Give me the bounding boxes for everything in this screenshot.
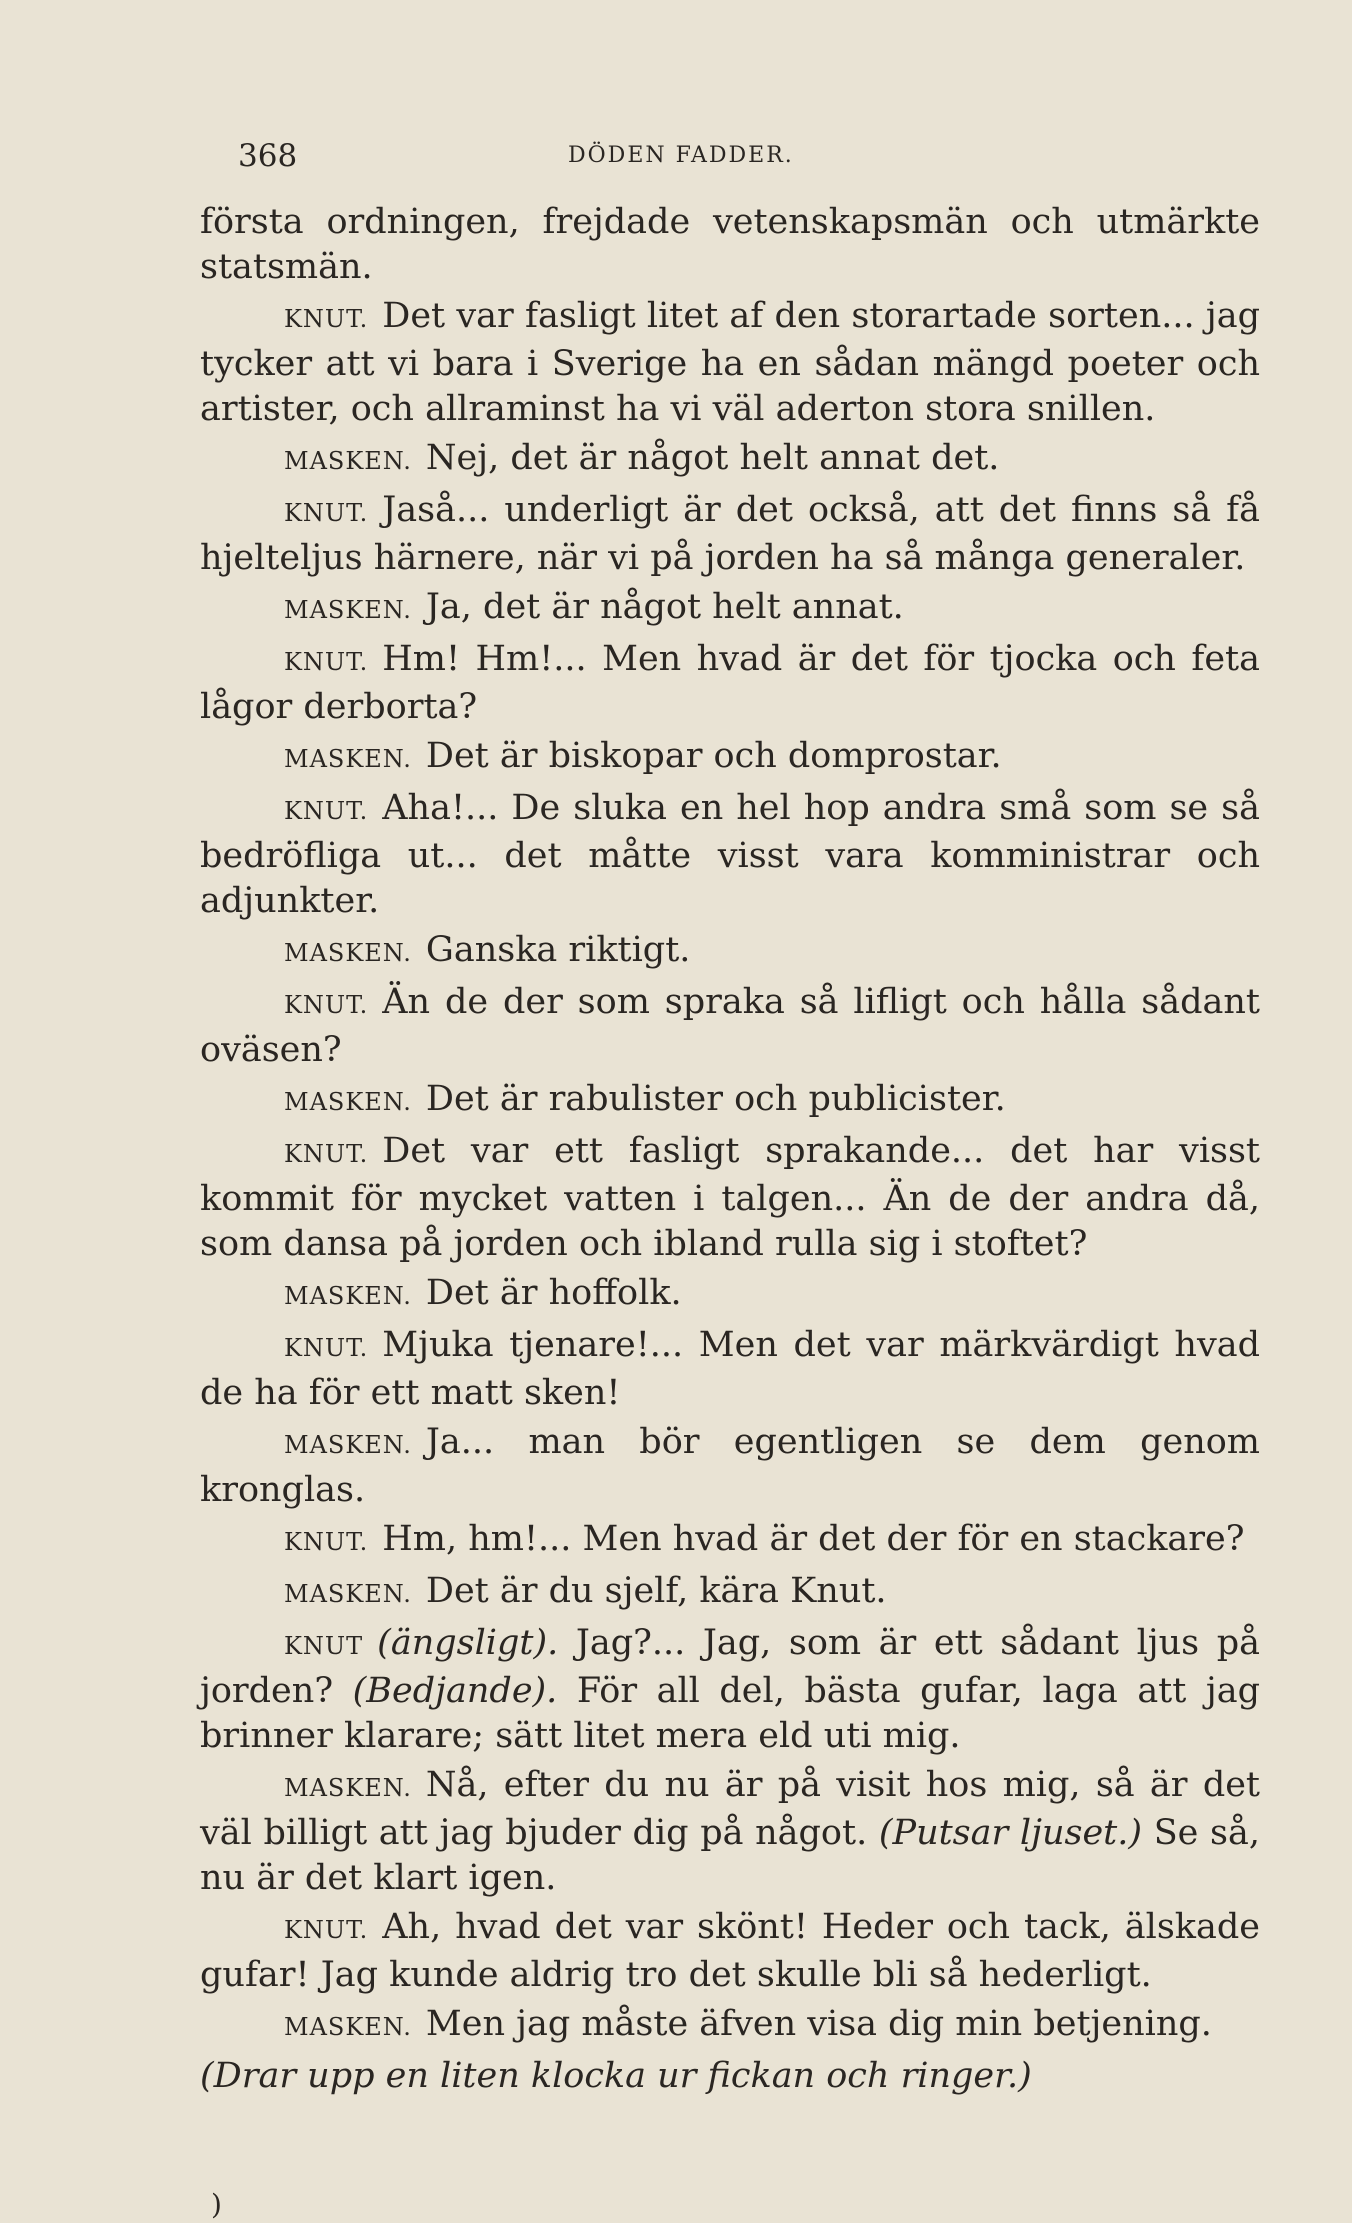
dialogue-text: Nej, det är något helt annat det. <box>425 438 1000 478</box>
speaker-name: KNUT. <box>284 499 369 527</box>
dialogue-text: Jag?... Jag, som är ett sådant ljus på jorden? <box>200 1623 1260 1711</box>
dialogue-line <box>200 1763 1260 1901</box>
stage-direction: (Putsar ljuset.) <box>878 1813 1143 1853</box>
speaker-name: MASKEN. <box>284 596 412 624</box>
page-number: 368 <box>238 138 298 174</box>
speaker-name: MASKEN. <box>284 447 412 475</box>
dialogue-text: Hm! Hm!... Men hvad är det för tjocka och feta lågor derborta? <box>200 639 1260 727</box>
dialogue-text: Se så, nu är det klart igen. <box>200 1813 1260 1898</box>
speaker-name: KNUT. <box>284 1916 369 1944</box>
dialogue-line <box>200 1323 1260 1416</box>
speaker-name: KNUT. <box>284 305 369 333</box>
speaker-name: KNUT <box>284 1632 364 1660</box>
stage-direction: (Bedjande). <box>352 1671 558 1711</box>
stage-direction: (ängsligt). <box>377 1623 559 1663</box>
dialogue-text: Än de der som spraka så lifligt och hålla sådant oväsen? <box>200 982 1260 1070</box>
dialogue-line <box>200 1517 1260 1565</box>
page-body <box>200 200 1260 2103</box>
dialogue-line <box>200 488 1260 581</box>
dialogue-text: Det är rabulister och publicister. <box>425 1079 1006 1119</box>
speaker-name: KNUT. <box>284 991 369 1019</box>
dialogue-line <box>200 2002 1260 2050</box>
speaker-name: KNUT. <box>284 648 369 676</box>
dialogue-text: För all del, bästa gufar, laga att jag brinner klarare; sätt litet mera eld uti mig. <box>200 1671 1260 1756</box>
dialogue-text: Det var fasligt litet af den storartade sorten... jag tycker att vi bara i Sverige ha en sådan mängd poeter och artister, och allraminst ha vi väl aderton stora snillen. <box>200 296 1260 429</box>
dialogue-line <box>200 1271 1260 1319</box>
dialogue-text: Det är du sjelf, kära Knut. <box>425 1571 887 1611</box>
dialogue-line <box>200 436 1260 484</box>
dialogue-text: Nå, efter du nu är på visit hos mig, så är det väl billigt att jag bjuder dig på något. <box>200 1765 1260 1853</box>
dialogue-text: Ah, hvad det var skönt! Heder och tack, älskade gufar! Jag kunde aldrig tro det skulle bli så hederligt. <box>200 1907 1260 1995</box>
dialogue-text: Det var ett fasligt sprakande... det har visst kommit för mycket vatten i talgen... Än de der andra då, som dansa på jorden och ibland rulla sig i stoftet? <box>200 1131 1260 1264</box>
paragraph: första ordningen, frejdade vetenskapsmän och utmärkte statsmän. <box>200 202 1260 287</box>
dialogue-line <box>200 1129 1260 1267</box>
dialogue-line <box>200 980 1260 1073</box>
stage-direction: (Drar upp en liten klocka ur fickan och ringer.) <box>200 2056 1032 2096</box>
dialogue-text: Jaså... underligt är det också, att det finns så få hjelteljus härnere, när vi på jorden ha så många generaler. <box>200 490 1260 578</box>
speaker-name: MASKEN. <box>284 1774 412 1802</box>
speaker-name: KNUT. <box>284 797 369 825</box>
page-header <box>238 138 1238 178</box>
dialogue-line <box>200 734 1260 782</box>
footer-mark: ) <box>211 2188 222 2221</box>
dialogue-text: Mjuka tjenare!... Men det var märkvärdigt hvad de ha för ett matt sken! <box>200 1325 1260 1413</box>
dialogue-text: Det är biskopar och domprostar. <box>425 736 1002 776</box>
dialogue-line <box>200 928 1260 976</box>
dialogue-line <box>200 585 1260 633</box>
speaker-name: KNUT. <box>284 1528 369 1556</box>
dialogue-line <box>200 1077 1260 1125</box>
dialogue-line <box>200 1905 1260 1998</box>
dialogue-text: Aha!... De sluka en hel hop andra små som se så bedröfliga ut... det måtte visst vara komministrar och adjunkter. <box>200 788 1260 921</box>
speaker-name: KNUT. <box>284 1140 369 1168</box>
speaker-name: MASKEN. <box>284 745 412 773</box>
dialogue-line <box>200 294 1260 432</box>
dialogue-text: Ja, det är något helt annat. <box>425 587 904 627</box>
speaker-name: KNUT. <box>284 1334 369 1362</box>
speaker-name: MASKEN. <box>284 1431 412 1459</box>
speaker-name: MASKEN. <box>284 939 412 967</box>
running-title: DÖDEN FADDER. <box>568 143 794 168</box>
speaker-name: MASKEN. <box>284 2013 412 2041</box>
dialogue-text: Men jag måste äfven visa dig min betjening. <box>425 2004 1212 2044</box>
dialogue-line <box>200 637 1260 730</box>
speaker-name: MASKEN. <box>284 1282 412 1310</box>
dialogue-text: Ja... man bör egentligen se dem genom kronglas. <box>200 1422 1260 1510</box>
dialogue-line <box>200 1621 1260 1759</box>
speaker-name: MASKEN. <box>284 1088 412 1116</box>
dialogue-line <box>200 1569 1260 1617</box>
dialogue-text: Hm, hm!... Men hvad är det der för en stackare? <box>382 1519 1245 1559</box>
dialogue-text: Ganska riktigt. <box>425 930 691 970</box>
dialogue-text: Det är hoffolk. <box>425 1273 682 1313</box>
dialogue-line <box>200 786 1260 924</box>
dialogue-line <box>200 1420 1260 1513</box>
speaker-name: MASKEN. <box>284 1580 412 1608</box>
